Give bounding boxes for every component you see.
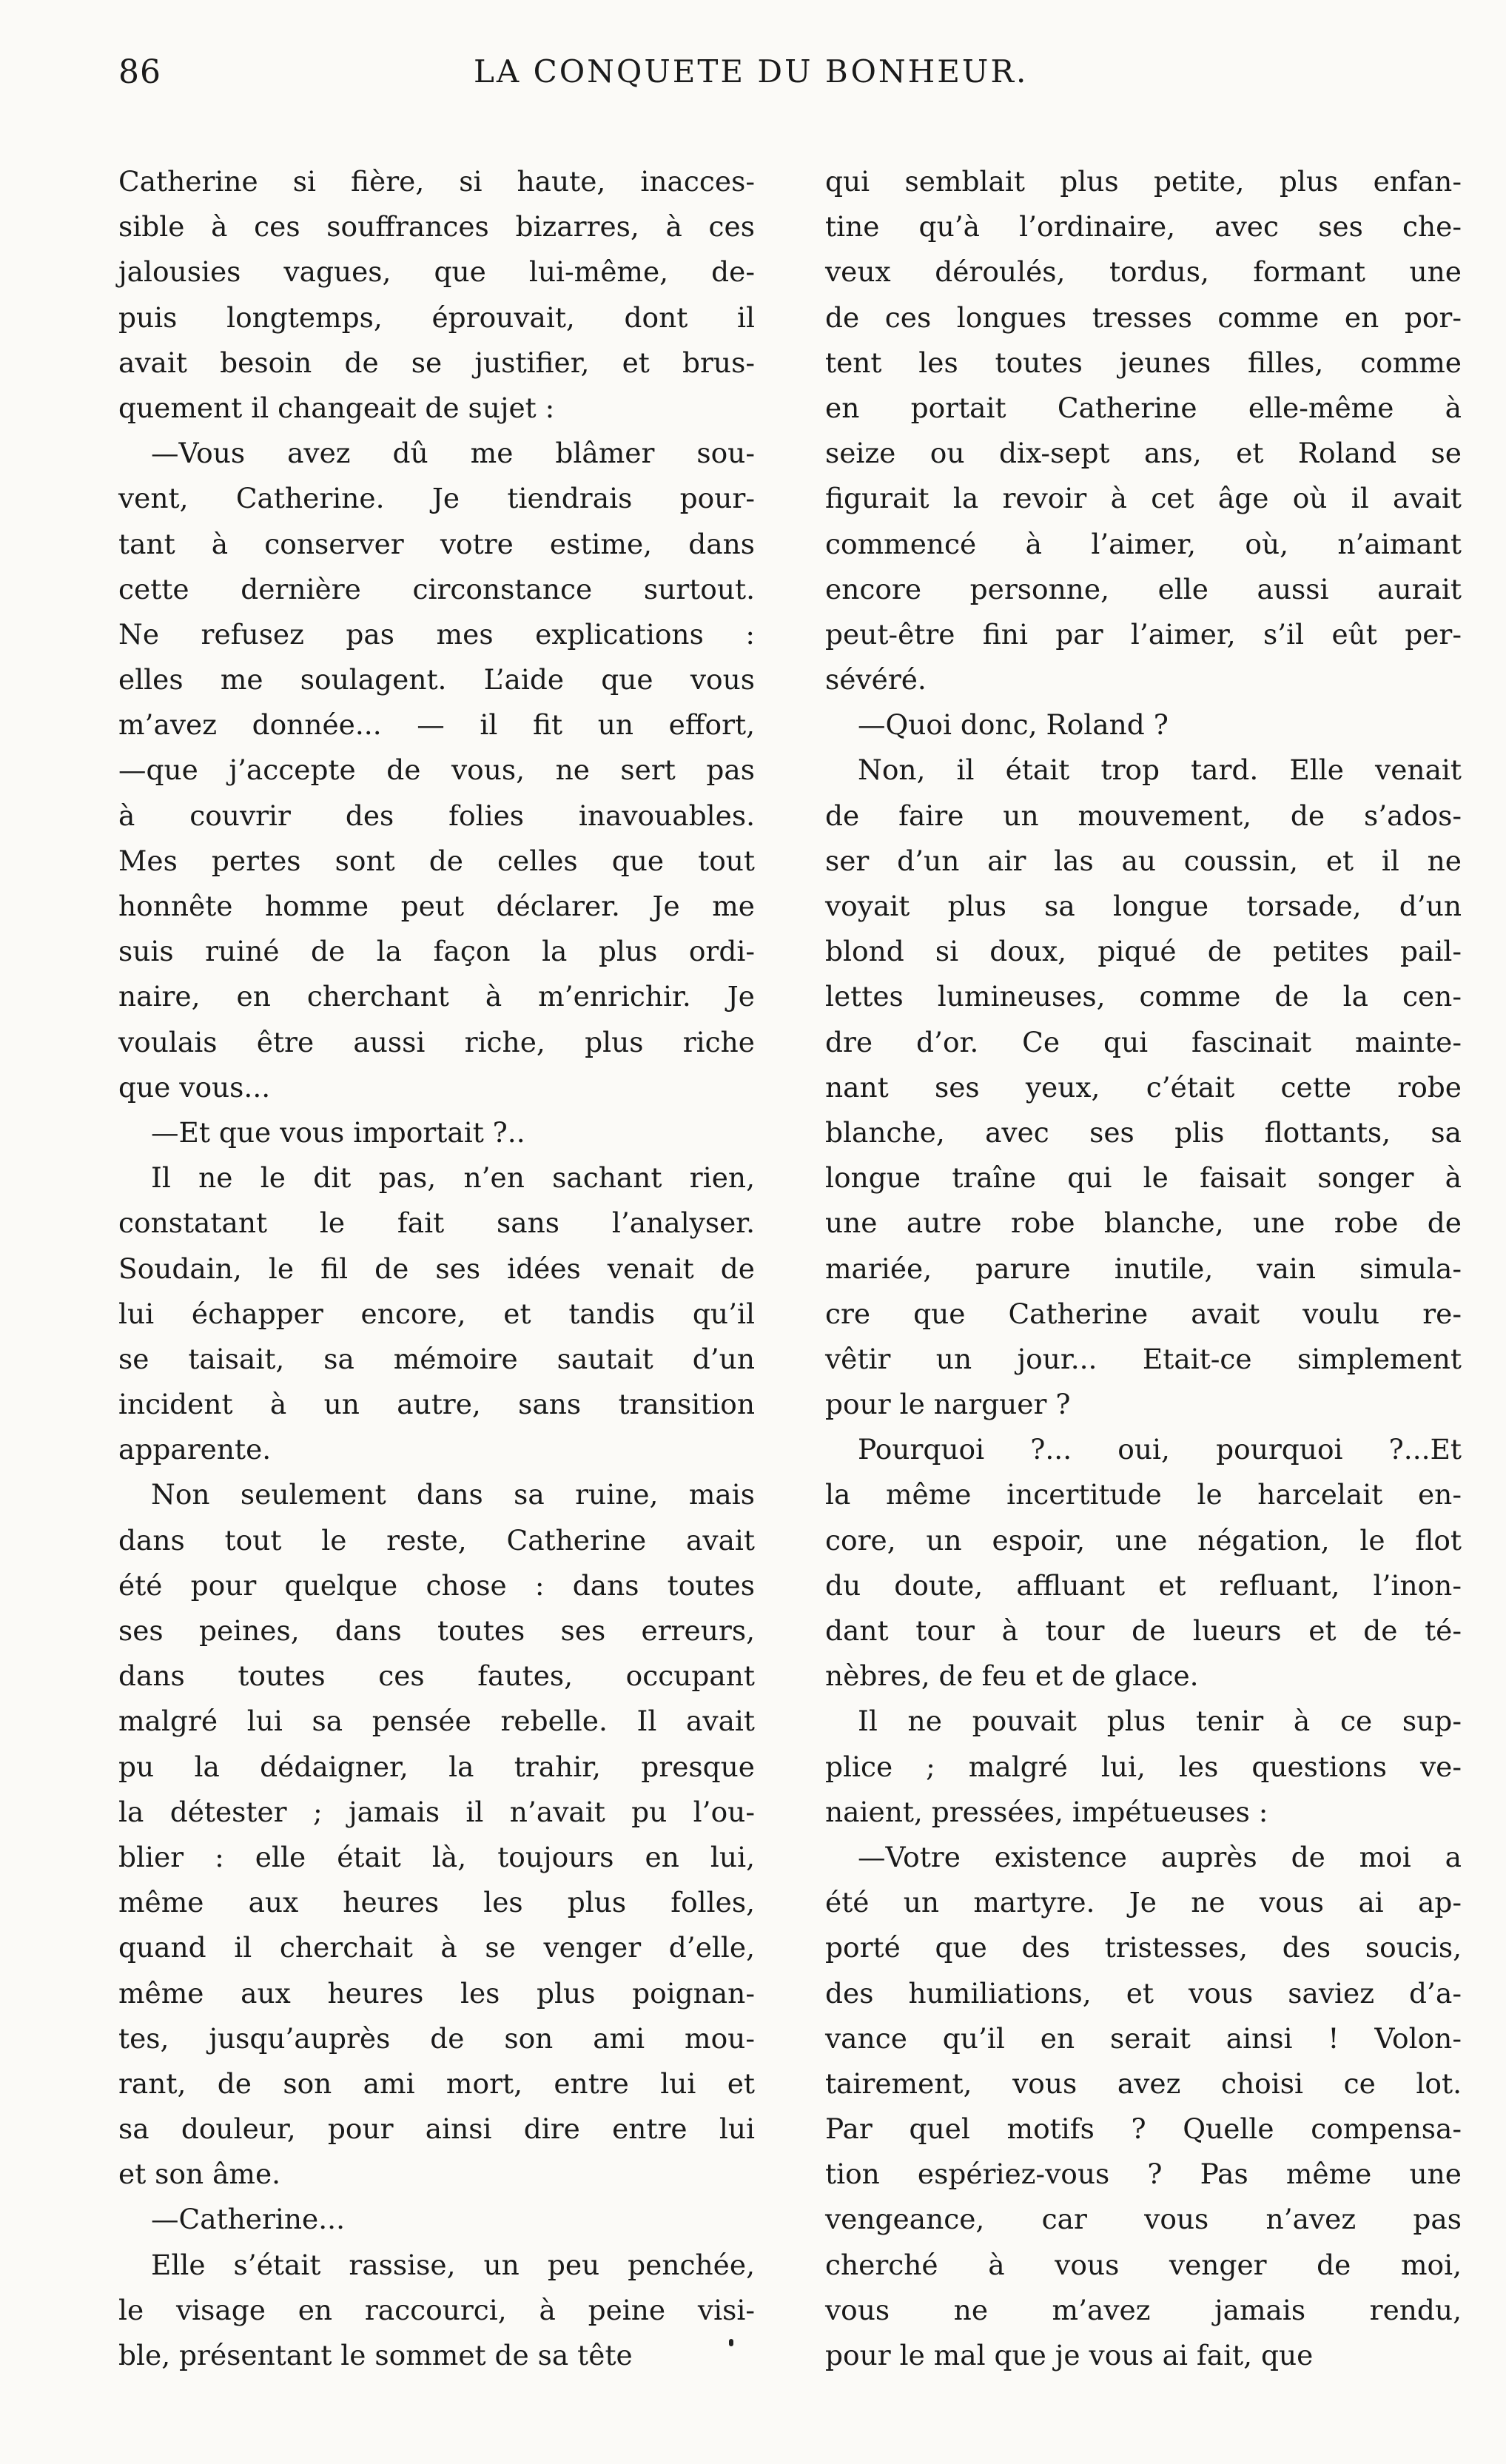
text-line: tent les toutes jeunes filles, comme: [825, 346, 1462, 379]
text-line: —Et que vous importait ?..: [151, 1115, 525, 1149]
text-line: été un martyre. Je ne vous ai ap-: [825, 1886, 1462, 1919]
text-line: honnête homme peut déclarer. Je me: [118, 890, 755, 922]
text-line: sible à ces souffrances bizarres, à ces: [118, 210, 755, 244]
text-line: m’avez donnée... — il fit un effort,: [118, 708, 755, 742]
text-line: pu la dédaigner, la trahir, presque: [118, 1750, 755, 1783]
text-line: de ces longues tresses comme en por-: [825, 301, 1462, 334]
paragraph: [118, 2197, 755, 2242]
text-line: que vous...: [118, 1070, 271, 1104]
text-line: commencé à l’aimer, où, n’aimant: [825, 527, 1462, 560]
paragraph: [825, 748, 1462, 1427]
text-line: elles me soulagent. L’aide que vous: [118, 663, 755, 696]
text-line: tairement, vous avez choisi ce lot.: [825, 2067, 1462, 2100]
paragraph: [825, 1835, 1462, 2378]
text-line: dans toutes ces fautes, occupant: [118, 1659, 755, 1693]
text-line: ser d’un air las au coussin, et il ne: [825, 844, 1462, 877]
text-line: —Catherine...: [151, 2203, 345, 2236]
text-line: veux déroulés, tordus, formant une: [825, 255, 1462, 289]
text-line: mariée, parure inutile, vain simula-: [825, 1252, 1462, 1285]
paragraph: [118, 1110, 755, 1155]
text-line: blanche, avec ses plis flottants, sa: [825, 1115, 1462, 1149]
text-line: pour le mal que je vous ai fait, que: [825, 2339, 1314, 2371]
text-line: et son âme.: [118, 2158, 281, 2191]
text-line: quement il changeait de sujet :: [118, 391, 555, 424]
text-line: incident à un autre, sans transition: [118, 1388, 755, 1421]
text-line: été pour quelque chose : dans toutes: [118, 1568, 755, 1602]
text-line: jalousies vagues, que lui-même, de-: [118, 255, 755, 289]
text-line: Par quel motifs ? Quelle compensa-: [825, 2112, 1462, 2146]
text-line: de faire un mouvement, de s’ados-: [825, 799, 1462, 832]
text-line: —Vous avez dû me blâmer sou-: [151, 437, 755, 470]
text-line: Mes pertes sont de celles que tout: [118, 844, 755, 877]
paragraph: [825, 702, 1462, 748]
text-line: cette dernière circonstance surtout.: [118, 572, 755, 605]
text-line: figurait la revoir à cet âge où il avait: [825, 482, 1462, 515]
text-line: vengeance, car vous n’avez pas: [825, 2203, 1462, 2236]
text-line: tion espériez-vous ? Pas même une: [825, 2158, 1462, 2191]
text-line: en portait Catherine elle-même à: [825, 391, 1462, 424]
text-line: sévéré.: [825, 663, 927, 696]
text-line: Pourquoi ?... oui, pourquoi ?...Et: [858, 1433, 1462, 1466]
text-line: blond si doux, piqué de petites pail-: [825, 935, 1462, 968]
text-line: avait besoin de se justifier, et brus-: [118, 346, 755, 379]
text-line: Non seulement dans sa ruine, mais: [151, 1478, 755, 1511]
text-line: Ne refusez pas mes explications :: [118, 617, 755, 651]
paragraph: [118, 1472, 755, 2197]
text-line: —Quoi donc, Roland ?: [858, 708, 1169, 742]
text-line: apparente.: [118, 1433, 272, 1466]
text-line: tes, jusqu’auprès de son ami mou-: [118, 2021, 755, 2055]
text-line: —Votre existence auprès de moi a: [858, 1840, 1462, 1873]
text-line: tant à conserver votre estime, dans: [118, 527, 755, 560]
text-line: la détester ; jamais il n’avait pu l’ou-: [118, 1795, 755, 1828]
text-line: vêtir un jour... Etait-ce simplement: [825, 1342, 1462, 1375]
text-line: plice ; malgré lui, les questions ve-: [825, 1750, 1462, 1783]
paragraph: [825, 159, 1462, 702]
running-title: LA CONQUETE DU BONHEUR.: [474, 53, 1029, 90]
print-speck: [729, 2339, 733, 2346]
text-line: à couvrir des folies inavouables.: [118, 799, 755, 832]
text-line: nèbres, de feu et de glace.: [825, 1659, 1199, 1693]
text-line: nant ses yeux, c’était cette robe: [825, 1070, 1462, 1104]
text-line: vous ne m’avez jamais rendu,: [825, 2293, 1462, 2326]
text-line: Catherine si fière, si haute, inacces-: [118, 165, 755, 198]
text-line: peut-être fini par l’aimer, s’il eût per-: [825, 617, 1462, 651]
page-header: [0, 0, 1506, 104]
text-line: ble, présentant le sommet de sa tête: [118, 2339, 633, 2371]
text-line: voyait plus sa longue torsade, d’un: [825, 890, 1462, 922]
text-line: rant, de son ami mort, entre lui et: [118, 2067, 755, 2100]
text-line: constatant le fait sans l’analyser.: [118, 1206, 755, 1240]
text-line: voulais être aussi riche, plus riche: [118, 1025, 755, 1058]
text-line: Elle s’était rassise, un peu penchée,: [151, 2248, 755, 2281]
text-column-right: [825, 159, 1462, 2378]
text-line: vance qu’il en serait ainsi ! Volon-: [825, 2021, 1462, 2055]
text-line: cre que Catherine avait voulu re-: [825, 1297, 1462, 1330]
text-line: dre d’or. Ce qui fascinait mainte-: [825, 1025, 1462, 1058]
text-line: cherché à vous venger de moi,: [825, 2248, 1462, 2281]
text-line: ses peines, dans toutes ses erreurs,: [118, 1614, 755, 1647]
text-line: Il ne pouvait plus tenir à ce sup-: [858, 1705, 1462, 1738]
text-line: blier : elle était là, toujours en lui,: [118, 1840, 755, 1873]
text-line: —que j’accepte de vous, ne sert pas: [118, 753, 755, 787]
text-line: du doute, affluant et refluant, l’inon-: [825, 1568, 1462, 1602]
text-line: Non, il était trop tard. Elle venait: [858, 753, 1462, 787]
text-line: puis longtemps, éprouvait, dont il: [118, 301, 755, 334]
paragraph: [825, 1427, 1462, 1699]
paragraph: [118, 2243, 755, 2379]
text-line: tine qu’à l’ordinaire, avec ses che-: [825, 210, 1462, 244]
text-line: naire, en cherchant à m’enrichir. Je: [118, 980, 755, 1013]
text-line: core, un espoir, une négation, le flot: [825, 1523, 1462, 1557]
text-line: vent, Catherine. Je tiendrais pour-: [118, 482, 755, 515]
text-line: naient, pressées, impétueuses :: [825, 1795, 1268, 1828]
text-line: encore personne, elle aussi aurait: [825, 572, 1462, 605]
text-line: suis ruiné de la façon la plus ordi-: [118, 935, 755, 968]
text-line: une autre robe blanche, une robe de: [825, 1206, 1462, 1240]
text-line: la même incertitude le harcelait en-: [825, 1478, 1462, 1511]
text-line: quand il cherchait à se venger d’elle,: [118, 1931, 755, 1964]
text-line: malgré lui sa pensée rebelle. Il avait: [118, 1705, 755, 1738]
text-line: dant tour à tour de lueurs et de té-: [825, 1614, 1462, 1647]
text-line: le visage en raccourci, à peine visi-: [118, 2293, 755, 2326]
text-line: sa douleur, pour ainsi dire entre lui: [118, 2112, 755, 2146]
text-column-left: [118, 159, 755, 2378]
text-line: même aux heures les plus folles,: [118, 1886, 755, 1919]
text-line: Il ne le dit pas, n’en sachant rien,: [151, 1161, 755, 1195]
text-line: longue traîne qui le faisait songer à: [825, 1161, 1462, 1195]
text-line: des humiliations, et vous saviez d’a-: [825, 1976, 1462, 2010]
paragraph: [825, 1699, 1462, 1835]
paragraph: [118, 159, 755, 431]
paragraph: [118, 431, 755, 1110]
text-line: lui échapper encore, et tandis qu’il: [118, 1297, 755, 1330]
text-line: seize ou dix-sept ans, et Roland se: [825, 437, 1462, 470]
page-number: 86: [118, 53, 161, 91]
paragraph: [118, 1155, 755, 1472]
text-line: se taisait, sa mémoire sautait d’un: [118, 1342, 755, 1375]
text-line: pour le narguer ?: [825, 1388, 1071, 1421]
text-line: lettes lumineuses, comme de la cen-: [825, 980, 1462, 1013]
text-line: dans tout le reste, Catherine avait: [118, 1523, 755, 1557]
text-line: qui semblait plus petite, plus enfan-: [825, 165, 1462, 198]
text-line: porté que des tristesses, des soucis,: [825, 1931, 1462, 1964]
text-line: même aux heures les plus poignan-: [118, 1976, 755, 2010]
text-line: Soudain, le fil de ses idées venait de: [118, 1252, 755, 1285]
